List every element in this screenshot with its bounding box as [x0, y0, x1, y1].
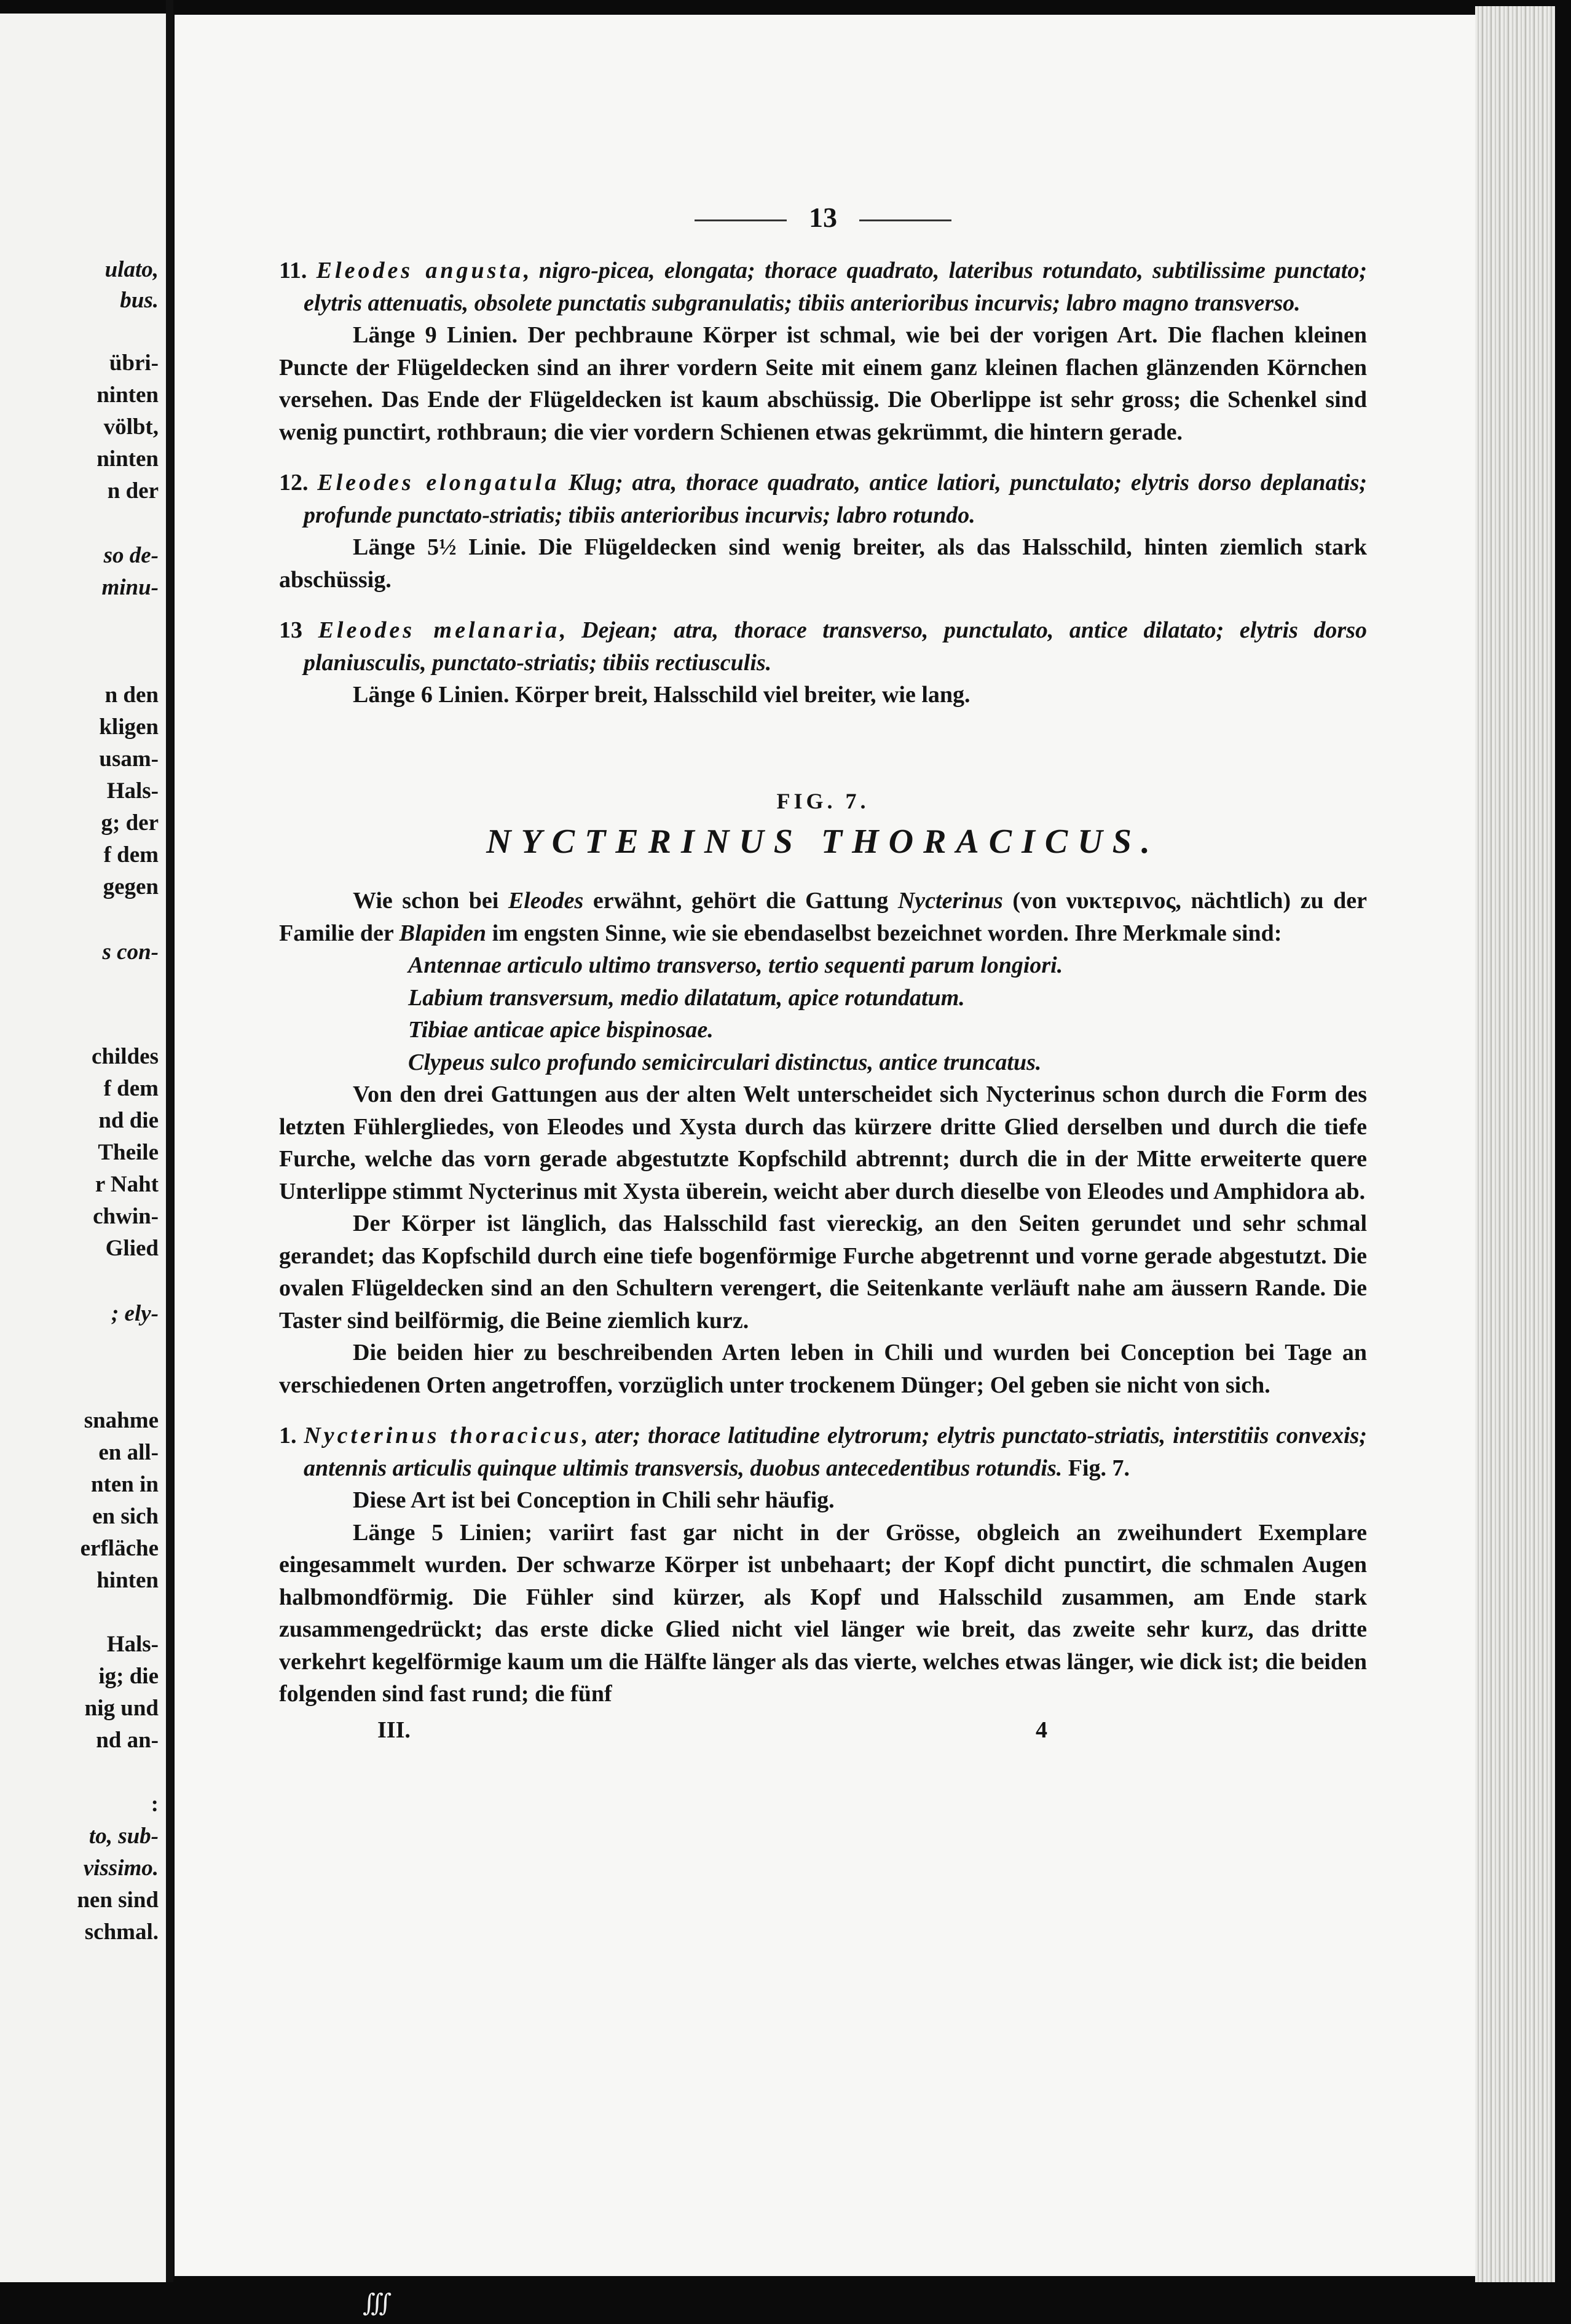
volume-number: III.: [377, 1717, 411, 1743]
entry-12-description: Länge 5½ Linie. Die Flügeldecken sind wenig breiter, als das Halsschild, hinten ziemlich stark abschüssig.: [279, 534, 1367, 593]
left-page-text-fragment: n den: [104, 682, 159, 708]
entry-11-description: Länge 9 Linien. Der pechbraune Körper ist schmal, wie bei der vorigen Art. Die flachen kleinen Puncte der Flügeldecken sind an ihrer vordern Seite mit einem ganz kleinen flachen glänzenden Körnchen versehen. Das Ende der Flügeldecken ist kaum abschüssig. Die Oberlippe ist sehr gross; die Schenkel sind wenig punctirt, rothbraun; die vier vordern Schienen etwas gekrümmt, die hintern gerade.: [279, 322, 1367, 445]
left-page-text-fragment: erfläche: [80, 1536, 159, 1561]
left-page-text-fragment: so de-: [103, 543, 159, 568]
left-page-text-fragment: übri-: [109, 350, 159, 376]
left-page-text-fragment: en sich: [92, 1504, 159, 1529]
left-page-text-fragment: nten in: [90, 1472, 159, 1497]
entry-1-diagnosis: [279, 1420, 1367, 1484]
left-page-text-fragment: usam-: [99, 746, 159, 772]
header-dash-left: [695, 219, 787, 221]
left-page-text-fragment: ulato,: [104, 257, 159, 282]
latin-diagnosis: ; atra, thorace quadrato, antice latiori, punctulato; elytris dorso deplanatis; profunde punctato-striatis; tibiis anterioribus incurvis; labro rotundo.: [304, 470, 1368, 528]
left-page-text-fragment: Theile: [98, 1140, 159, 1165]
left-page-text-fragment: s con-: [102, 939, 159, 965]
left-page-text-fragment: en all-: [98, 1440, 159, 1465]
latin-diagnosis: , ater; thorace latitudine elytrorum; elytris punctato-striatis, interstitiis convexis; antennis articulis quinque ultimis transversis, duobus antecedentibus rotundis.: [304, 1423, 1367, 1481]
left-page-text-fragment: chwin-: [93, 1204, 159, 1229]
figure-label: FIG. 7.: [776, 788, 870, 813]
entry-12-diagnosis: [279, 467, 1367, 531]
left-page-text-fragment: bus.: [120, 288, 159, 313]
character-3: Tibiae anticae apice bispinosae.: [408, 1017, 714, 1043]
entry-13-diagnosis: [279, 614, 1367, 679]
left-page-text-fragment: ig; die: [98, 1664, 159, 1689]
genus-ref: Nycterinus: [897, 888, 1003, 914]
left-page-text-fragment: childes: [92, 1044, 159, 1069]
left-page-text-fragment: nig und: [84, 1696, 159, 1721]
entry-number: 1.: [279, 1423, 297, 1449]
family-ref: Blapiden: [399, 920, 487, 946]
left-page-text-fragment: nd an-: [96, 1728, 159, 1753]
book-gutter: [166, 0, 173, 2324]
page-number: 13: [809, 202, 837, 233]
left-page-text-fragment: hinten: [96, 1568, 159, 1593]
scanner-mark: ∭: [363, 2289, 392, 2317]
left-page-text-fragment: :: [151, 1792, 159, 1817]
header-dash-right: [859, 219, 951, 221]
entry-1-description: Länge 5 Linien; variirt fast gar nicht in der Grösse, obgleich an zweihundert Exemplare eingesammelt wurden. Der schwarze Körper ist unbehaart; der Kopf dicht punctirt, die schmalen Augen halbmondförmig. Die Fühler sind kürzer, als Kopf und Halsschild zusammen, am Ende stark zusammengedrückt; das erste dicke Glied nicht viel länger wie breit, das zweite sehr kurz, das dritte verkehrt kegelförmige kaum um die Hälfte länger als das vierte, welches etwas länger, wie dick ist; die beiden folgenden sind fast rund; die fünf: [279, 1519, 1367, 1707]
left-page-text-fragment: kligen: [99, 714, 159, 740]
left-page-text-fragment: to, sub-: [89, 1824, 159, 1849]
intro-paragraph: [279, 885, 1367, 949]
left-page-text-fragment: vissimo.: [83, 1856, 159, 1881]
signature-mark: 4: [1036, 1717, 1047, 1743]
left-page-text-fragment: ninten: [96, 446, 159, 472]
species-name: Nycterinus thoracicus: [304, 1423, 582, 1449]
entry-number: 12.: [279, 470, 309, 496]
left-page-text-fragment: ninten: [96, 382, 159, 408]
left-page-text-fragment: gegen: [103, 874, 159, 899]
left-page-text-fragment: r Naht: [95, 1172, 159, 1197]
left-page-text-fragment: Glied: [105, 1236, 159, 1261]
left-page-text-fragment: völbt,: [103, 414, 159, 440]
scan-border: [0, 2282, 1571, 2324]
entry-13-description: Länge 6 Linien. Körper breit, Halsschild viel breiter, wie lang.: [353, 682, 971, 708]
species-name: Eleodes melanaria: [318, 617, 560, 643]
left-page-text-fragment: Hals-: [106, 778, 159, 804]
text-column: [279, 199, 1367, 1746]
page-edges: [1475, 6, 1555, 2287]
entry-number: 11.: [279, 258, 307, 283]
left-page-text-fragment: g; der: [101, 810, 159, 836]
left-page-text-fragment: n der: [107, 478, 159, 504]
left-page-text-fragment: f dem: [103, 842, 159, 868]
page-header: [279, 199, 1367, 236]
entry-number: 13: [279, 617, 302, 643]
left-page-text-fragment: schmal.: [84, 1919, 159, 1945]
left-page-text-fragment: minu-: [101, 575, 159, 600]
text-run: im engsten Sinne, wie sie ebendaselbst bezeichnet worden. Ihre Merkmale sind:: [486, 920, 1282, 946]
left-page-text-fragment: ; ely-: [111, 1301, 159, 1326]
left-page-text-fragment: nen sind: [77, 1887, 159, 1913]
latin-diagnosis: , nigro-picea, elongata; thorace quadrato, lateribus rotundato, subtilissime punctato; elytris attenuatis, obsolete punctatis subgranulatis; tibiis anterioribus incurvis; labro magno transverso.: [304, 258, 1368, 316]
author: Klug: [559, 470, 615, 496]
section-title: NYCTERINUS THORACICUS.: [486, 823, 1160, 861]
page-footer: [279, 1714, 1367, 1747]
species-name: Eleodes elongatula: [317, 470, 560, 496]
species-name: Eleodes angusta: [316, 258, 524, 283]
text-run: (von νυκτεριvος, nächtlich) zu der Familie der: [279, 888, 1367, 946]
page-13: [175, 15, 1476, 2276]
character-2: Labium transversum, medio dilatatum, apice rotundatum.: [408, 984, 965, 1011]
latin-diagnosis: ; atra, thorace transverso, punctulato, antice dilatato; elytris dorso planiusculis, punctato-striatis; tibiis rectiusculis.: [304, 617, 1367, 676]
left-page-fragment: [0, 14, 168, 2282]
paragraph-habitat: Die beiden hier zu beschreibenden Arten leben in Chili und wurden bei Conception bei Tage an verschiedenen Orten angetroffen, vorzüglich unter trockenem Dünger; Oel geben sie nicht von sich.: [279, 1340, 1367, 1398]
paragraph-body-description: Der Körper ist länglich, das Halsschild fast viereckig, an den Seiten gerundet und sehr schmal gerandet; das Kopfschild durch eine tiefe bogenförmige Furche abgetrennt und vorne gerade abgestutzt. Die ovalen Flügeldecken sind an den Schultern verengert, die Seitenkante verläuft nahe am äussern Rande. Die Taster sind beilförmig, die Beine ziemlich kurz.: [279, 1211, 1367, 1334]
entry-11-diagnosis: [279, 255, 1367, 319]
left-page-text-fragment: Hals-: [106, 1632, 159, 1657]
character-1: Antennae articulo ultimo transverso, tertio sequenti parum longiori.: [408, 952, 1063, 978]
text-run: erwähnt, gehört die Gattung: [583, 888, 898, 914]
figure-reference: Fig. 7.: [1062, 1455, 1130, 1481]
left-page-text-fragment: snahme: [84, 1408, 159, 1433]
entry-1-locality: Diese Art ist bei Conception in Chili sehr häufig.: [353, 1487, 835, 1513]
left-page-text-fragment: f dem: [103, 1076, 159, 1101]
text-run: Wie schon bei: [353, 888, 508, 914]
left-page-text-fragment: nd die: [98, 1108, 159, 1133]
genus-ref: Eleodes: [508, 888, 584, 914]
paragraph-genus-comparison: Von den drei Gattungen aus der alten Welt unterscheidet sich Nycterinus schon durch die Form des letzten Fühlergliedes, von Eleodes und Xysta durch das kürzere dritte Glied derselben und durch die tiefe Furche, welche das vorn gerade abgestutzte Kopfschild abtrennt; durch die in der Mitte erweiterte quere Unterlippe stimmt Nycterinus mit Xysta überein, weicht aber durch dieselbe von Eleodes und Amphidora ab.: [279, 1081, 1367, 1204]
author: , Dejean: [560, 617, 650, 643]
character-4: Clypeus sulco profundo semicirculari distinctus, antice truncatus.: [408, 1049, 1042, 1075]
